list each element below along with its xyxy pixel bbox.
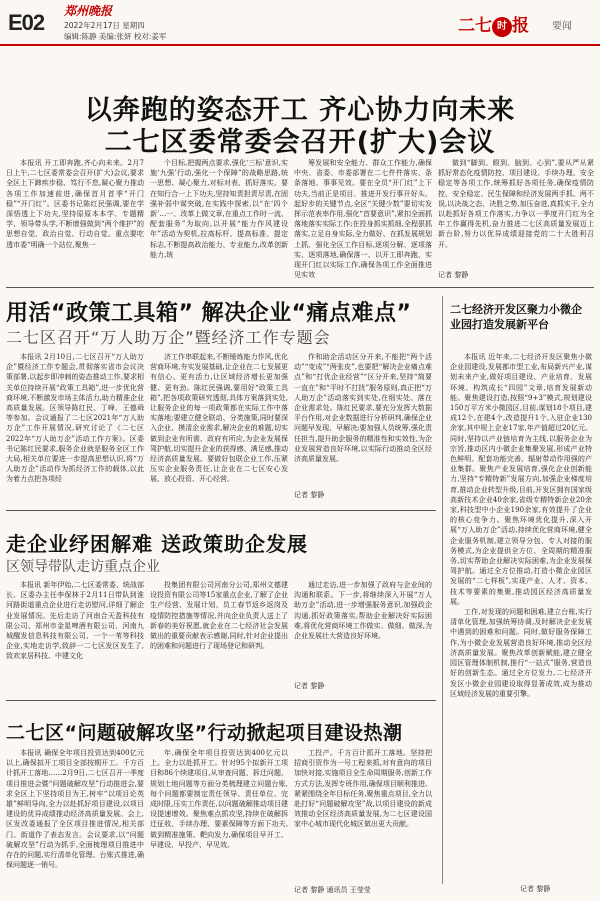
article4-column-2: 年,确保全年项目投资达到400亿元以上。全力以赴抓开工。针对95个拟新开工项目和86个续建项目,从审查问题、拆迁问题、规划土地问题等方面分类梳理建立问题台账,每个问题都要制定责任领导、责任单位、完成时限,压实工作责任,以问题破解推动项目建设提速增效。聚焦难点抓攻坚,持续在破解拆迁征收、手续办理、要素保障等方面下功夫,做到精准施策、靶向发力,确保项目早开工、早建设、早投产、早见效。: [150, 749, 288, 849]
divider: [6, 510, 436, 511]
article2-column-1: 本报讯 2月10日,二七区召开“万人助万企”暨经济工作专题会,贯彻落实省市会议决策部署,以起步即冲刺的姿态推动工作,要求相关单位持续开展“政策工具箱”,进一步优化营商环境,不断激发市场主体活力,助力精准企业高质量发展。区领导陈红民、丁峰、王德舜等参加。会议通报了二七区2021年“万人助万企”工作开展情况,研究讨论了《二七区2022年“万人助万企”活动工作方案》。区委书记陈红民要求,服务企业就是服务全区工作大局,相关单位要进一步提高思想认识,将“万人助万企”活动作为抓经济工作的载体,以此为着力点把各项经: [6, 353, 144, 484]
page-number: E02: [8, 10, 45, 35]
section-logo-part2: 报: [512, 16, 529, 36]
newspaper-logo: 郑州晚报: [64, 4, 113, 18]
divider: [6, 700, 436, 701]
article1-column-2: 个目标,把握两点要求,强化‘三标’意识,实施‘九强’行动,强化一个保障”的战略思路,统一思想、凝心聚力,对标对表、抓好落实。要在知行合一上下功夫,坚持知责担责尽责,在固强补弱中谋突破,在实践中探索,以“在‘四个新’…一、改革上做文章,在重点工作时一流、配套服务”为取向,以开展“能力作风建设年”活动为契机,拉高标杆、提高标准、提定标志,不断提高政治能力、专业能力,改革创新能力,统: [150, 159, 288, 259]
article4-headline: 二七区“问题破解攻坚”行动掀起项目建设热潮: [6, 722, 403, 744]
sidebar-divider: [442, 296, 443, 884]
article4-column-1: 本报讯 确保全年项目投资达到400亿元以上,确保拟开工项目全部按期开工。千方百计抓开工落地……2月9日,二七区召开一季度项目推进会暨“问题破解攻坚”行动推进会,要求全区上下坚持项目为王,树牢“以项目论英雄”鲜明导向,全力以赴抓好项目建设,以项目建设的优异成绩推动经济高质量发展。会上,区发改委通报了全区项目推进情况,相关部门、街道作了表态发言。会议要求,以“问题破解攻坚”行动为抓手,全面梳理项目推进中存在的问题,实行清单化管理、台账式推进,确保问题逐一销号。: [6, 749, 144, 870]
article1-headline-line2: 二七区委常委会召开(扩大)会议: [104, 127, 496, 158]
divider: [6, 287, 594, 288]
sidebar-body: 本报讯 近年来,二七经济开发区聚焦小微企业园建设,发展都市型工业,布局新兴产业,谋划未来产业,做好项目建设、产业培育、发展环境、构筑成长“四园”文章,培育发展新动能。聚焦建设打造,按照“9+3”模式,规划建设150万平方米小微园区,目前,谋划18个项目,建成12个,在建4个,改造提升1个,入驻企业130余家,其中规上企业17家,年产值超过20亿元。同时,坚持以产业链培育为主线,以服务企业为宗旨,推动区内小微企业集聚发展,形成产业特色鲜明、配套功能完善、辐射带动作用强的产业集群。聚焦产业发展培育,强化企业创新能力,坚持“专精特新”发展方向,加强企业梯度培育,推动企业转型升级,目前,开发区拥有国家级高新技术企业40余家,省级专精特新企业20余家,科技型中小企业190余家,有效提升了企业的核心竞争力。聚焦环境优化提升,深入开展“万人助万企”活动,持续优化营商环境,健全企业服务机制,建立领导分包、专人对接的服务模式,为企业提供全方位、全周期的精准服务,切实帮助企业解决实际困难,为企业发展保驾护航。通过全方位推动,打造小微企业园区发展的“二七样板”,实现产业、人才、资本、技术等要素的集聚,推动园区经济高质量发展。 工作,对发现的问题和困难,建立台账,实行清单化管理,加强统筹协调,及时解决企业发展中遇到的困难和问题。同时,做好服务保障工作,为小微企业发展营造良好环境,推动全区经济高质量发展。聚焦改革创新赋能,建立健全园区管理体制机制,推行“一站式”服务,营造良好的创新生态。通过全方位发力,二七经济开发区小微企业园建设取得显著成效,成为推动区域经济发展的重要引擎。: [450, 353, 592, 698]
article3-column-2: 投集团有限公司河南分公司,郑州文德建设投资有限公司等15家重点企业,了解了企业生产经营、发展计划、员工春节返乡返岗及疫情防控措施等情况,并向企业负责人送上了新春的美好祝愿,就企业在二七经济社会发展做出的重要贡献表示感谢,同时,针对企业提出的困难和问题进行了现场登记和研判。: [150, 581, 288, 651]
article3-column-3: 通过走访,进一步加强了政府与企业间的沟通和联系。下一步,将继续深入开展“万人助万企”活动,进一步增强服务意识,加强政企沟通,抓好政策落实,帮助企业解决好实际困难,将优化营商环境工作做实、做细、做深,为企业发展壮大营造良好环境。: [294, 581, 432, 641]
article1-column-3: 筹发展和安全能力、群众工作能力,确保中央、省委、市委部署在二七件件落实、条条落地、事事见效。要在全员“开门红”上下功夫,当前正是项目、推进开发行事开好头、起好步的关键节点,全区“关键少数”要切实发挥示范表率作用,强化“首要意识”,紧扣全面抓落地落实实际工作;在投身抓实抓细,全程狠抓落实,立足自身实际,全力做好、在抓发展规划上抓、强化全区工作目标,逐项分解、逐项落实、逐项落地,确保落一、以开工即奔跑、实现开门红以实际工作,确保各项工作全面推进见实效: [294, 159, 432, 280]
page-header: [0, 0, 600, 44]
section-name: 要闻: [552, 21, 572, 32]
article2-subheadline: 二七区召开“万人助万企”暨经济工作专题会: [6, 328, 331, 347]
article1-column-4: 做到“脚到、眼到、脑到、心到”,要从严从紧抓好常态化疫情防控、项目建设、手续办理、安全稳定等各项工作,统筹抓好各项任务,确保疫情防控、安全稳定、民生保障和经济发展两手抓、两不误,以决战之态、决胜之势,加压奋进,真抓实干,全力以赴抓好各项工作落实,力争以一季度开门红为全年工作赢得先机,奋力推进二七区高质量发展迈上新台阶,努力以优异成绩迎接党的二十大胜利召开。: [438, 159, 594, 249]
header-rule: [0, 44, 600, 46]
article1-headline-line1: 以奔跑的姿态开工 齐心协力向未来: [84, 95, 516, 126]
article4-byline: 记者 黎静 通讯员 王莹莹: [294, 886, 371, 894]
article1-byline: 记者 黎静: [438, 271, 469, 279]
article2-headline: 用活“政策工具箱” 解决企业“痛点难点”: [6, 301, 412, 326]
article3-headline: 走企业纾困解难 送政策助企发展: [6, 532, 308, 556]
article3-column-1: 本报讯 新年伊始,二七区委常委、统战部长、区委办主任李保林于2月11日带队到淮河路街道重点企业进行走访慰问,详细了解企业发展情况。先后走访了河南合天盈科技有限公司、郑州市金星啤酒有限公司、河南九城醒发信息科技有限公司、一个一苇等科技企业,实地走访学,致辞一二七区发区发生了,致欢家居科技、中建文化: [6, 581, 144, 661]
article3-subheadline: 区领导带队走访重点企业: [6, 559, 160, 575]
article2-byline: 记者 黎静: [294, 491, 325, 499]
article2-column-2: 济工作串联起来,不断锤炼能力作风,优化营商环境,夯实发展基础,让企业在二七发展更有信心、更有活力,让区域经济增长更加强健、更有劲。陈红民强调,要用好“政策工具箱”,把各项政策研究透彻,具体方案落到实处,让服务企业的每一项政策都在实际工作中落实落地;要建立健全联动、分类施策,同时要深入企业、摸清企业需求,解决企业的难题,切实做到企业有所需、政府有所应,为企业发展保驾护航,切实提升企业的获得感、满足感,推动经济高质量发展。要做好包联企业工作,压紧压实企业服务责任,让企业在二七区安心发展、放心投资、开心经营。: [150, 353, 288, 484]
article1-column-1: 本报讯 开工即奔跑,齐心向未来。2月7日上午,二七区委常委会召开(扩大)会议,要求全区上下蹄疾步稳、笃行不怠,凝心聚力推动各项工作加速前进,确保首月首季“开门稳”“开门红”。区委书记陈红民强调,要在学深悟透上下功夫,坚持原原本本学、专题精学、领导带头学,不断增强做到“两个维护”的思想自觉、政治自觉、行动自觉。重点要吃透市委“明确一个站位,聚焦一: [6, 159, 144, 249]
editor-credits: 编辑:陈静 美编:张妍 校对:姜军: [64, 32, 167, 41]
article3-byline: 记者 黎静: [294, 682, 325, 690]
issue-date: 2022年2月17日 星期四: [64, 21, 145, 30]
section-logo-part1: 二七: [458, 16, 492, 36]
article4-column-3: 工投产。千方百计抓开工落地。坚持把招商引资作为一号工程来抓,对有意向的项目加快对接,实施项目全生命周期服务,创新工作方式方法,发挥专班作用,确保项目顺利推进。紧紧围绕全年目标任务,聚焦重点项目,全力以赴打好“问题破解攻坚”战,以项目建设的新成效推动全区经济高质量发展,为二七区建设国家中心城市现代化城区做出更大贡献。: [294, 749, 432, 829]
sidebar-headline: 二七经济开发区聚力小微企业园打造发展新平台: [450, 303, 582, 331]
sidebar-byline: 记者 黎静: [520, 885, 551, 893]
article2-column-3: 作和助企活动区分开来,不能把“两个活动”“变成”“两张皮”,也要把“解决企业痛点难点”和“打优企业经营”“区分开来,坚持“简要一直在”和“平时不打扰”服务原则,真正把“万人助万企”活动落实到实处,在细实处、落在企业需求处。陈红民要求,要充分发挥大数据平台作用,对企业数据进行分析研判,确保企业问题早发现、早解决;要加强人员统筹,强化责任担当,提升助企服务的精准性和实效性,为企业发展营造良好环境,以实际行动推动全区经济高质量发展。: [294, 353, 432, 464]
section-logo: [458, 11, 542, 35]
section-logo-badge: 时: [492, 17, 512, 37]
